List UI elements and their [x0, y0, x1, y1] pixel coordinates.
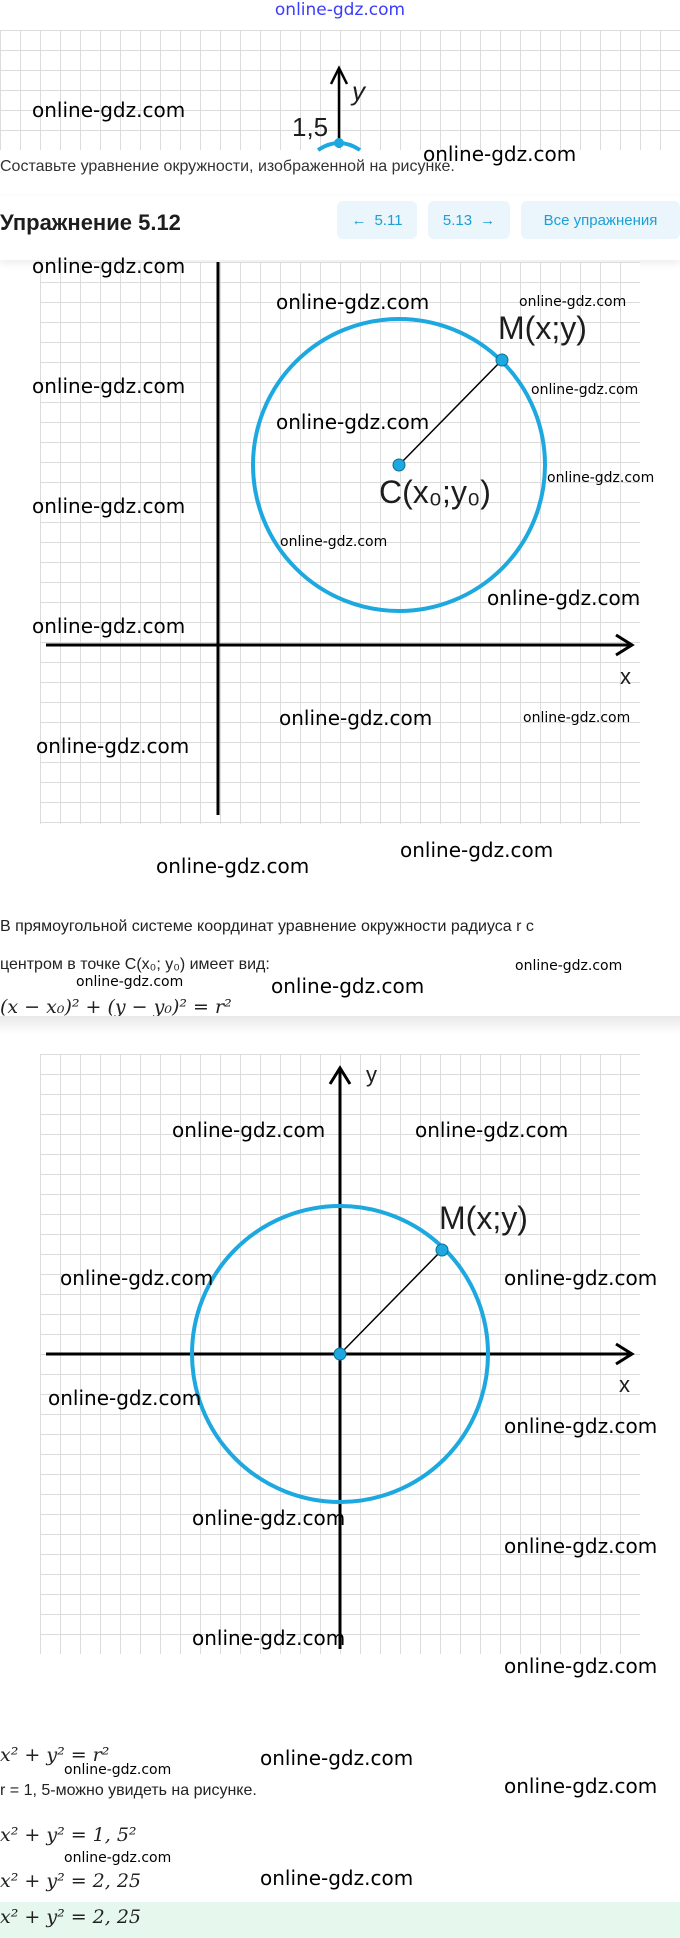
figure2-y-label: y [366, 1062, 377, 1087]
watermark: online-gdz.com [76, 974, 184, 990]
watermark: online-gdz.com [280, 534, 388, 550]
figure2-point-m-label: M(x;y) [439, 1200, 528, 1236]
watermark: online-gdz.com [504, 1414, 658, 1438]
site-link[interactable]: online-gdz.com [274, 0, 406, 20]
answer-equation: x² + y² = 2, 25 [0, 1906, 142, 1928]
watermark: online-gdz.com [415, 1118, 569, 1142]
top-figure-axis [0, 30, 680, 155]
prev-exercise-label: 5.11 [374, 211, 403, 229]
explanation-line2: центром в точке C(x₀; y₀) имеет вид: [0, 956, 270, 973]
all-exercises-button[interactable] [521, 201, 680, 239]
watermark: online-gdz.com [515, 958, 623, 974]
equation-general: x² + y² = r² [0, 1744, 110, 1766]
exercise-title: Упражнение 5.12 [0, 210, 181, 235]
watermark: online-gdz.com [504, 1534, 658, 1558]
explanation-formula: (x − x₀)² + (y − y₀)² = r² [0, 996, 232, 1016]
watermark: online-gdz.com [48, 1386, 202, 1410]
equation-computed: x² + y² = 2, 25 [0, 1870, 142, 1892]
top-y-label: y [352, 76, 365, 106]
watermark: online-gdz.com [32, 98, 186, 122]
figure1-point-c-label: C(x₀;y₀) [379, 474, 491, 510]
figure2-drawing [0, 1054, 680, 1654]
arrow-right-icon: → [480, 211, 496, 229]
watermark: online-gdz.com [60, 1266, 214, 1290]
watermark: online-gdz.com [192, 1626, 346, 1650]
section-divider [0, 1016, 680, 1034]
watermark: online-gdz.com [192, 1506, 346, 1530]
watermark: online-gdz.com [547, 470, 655, 486]
watermark: online-gdz.com [172, 1118, 326, 1142]
watermark: online-gdz.com [32, 374, 186, 398]
top-value-label: 1,5 [292, 112, 329, 142]
watermark: online-gdz.com [36, 734, 190, 758]
watermark: online-gdz.com [487, 586, 641, 610]
radius-line: r = 1, 5-можно увидеть на рисунке. [0, 1782, 257, 1799]
watermark: online-gdz.com [279, 706, 433, 730]
task-text: Составьте уравнение окружности, изображенной на рисунке. [0, 158, 455, 175]
watermark: online-gdz.com [156, 854, 310, 878]
watermark: online-gdz.com [260, 1866, 414, 1890]
watermark: online-gdz.com [400, 838, 554, 862]
watermark: online-gdz.com [32, 614, 186, 638]
watermark: online-gdz.com [260, 1746, 414, 1770]
arrow-left-icon: ← [351, 211, 367, 229]
watermark: online-gdz.com [32, 494, 186, 518]
figure2-x-label: x [619, 1372, 630, 1397]
watermark: online-gdz.com [64, 1850, 172, 1866]
watermark: online-gdz.com [276, 410, 430, 434]
watermark: online-gdz.com [423, 142, 577, 166]
watermark: online-gdz.com [523, 710, 631, 726]
next-exercise-label: 5.13 [442, 211, 473, 229]
watermark: online-gdz.com [32, 254, 186, 278]
figure1-point-m-label: M(x;y) [498, 310, 587, 346]
watermark: online-gdz.com [64, 1762, 172, 1778]
next-exercise-button[interactable] [428, 201, 510, 239]
watermark: online-gdz.com [519, 294, 627, 310]
equation-substituted: x² + y² = 1, 5² [0, 1824, 137, 1846]
watermark: online-gdz.com [504, 1774, 658, 1798]
watermark: online-gdz.com [504, 1654, 658, 1678]
watermark: online-gdz.com [531, 382, 639, 398]
all-exercises-label: Все упражнения [543, 211, 658, 229]
watermark: online-gdz.com [276, 290, 430, 314]
watermark: online-gdz.com [504, 1266, 658, 1290]
figure1-x-label: x [620, 664, 631, 689]
explanation-line1: В прямоугольной системе координат уравнение окружности радиуса r с [0, 918, 534, 935]
prev-exercise-button[interactable] [337, 201, 417, 239]
watermark: online-gdz.com [271, 974, 425, 998]
